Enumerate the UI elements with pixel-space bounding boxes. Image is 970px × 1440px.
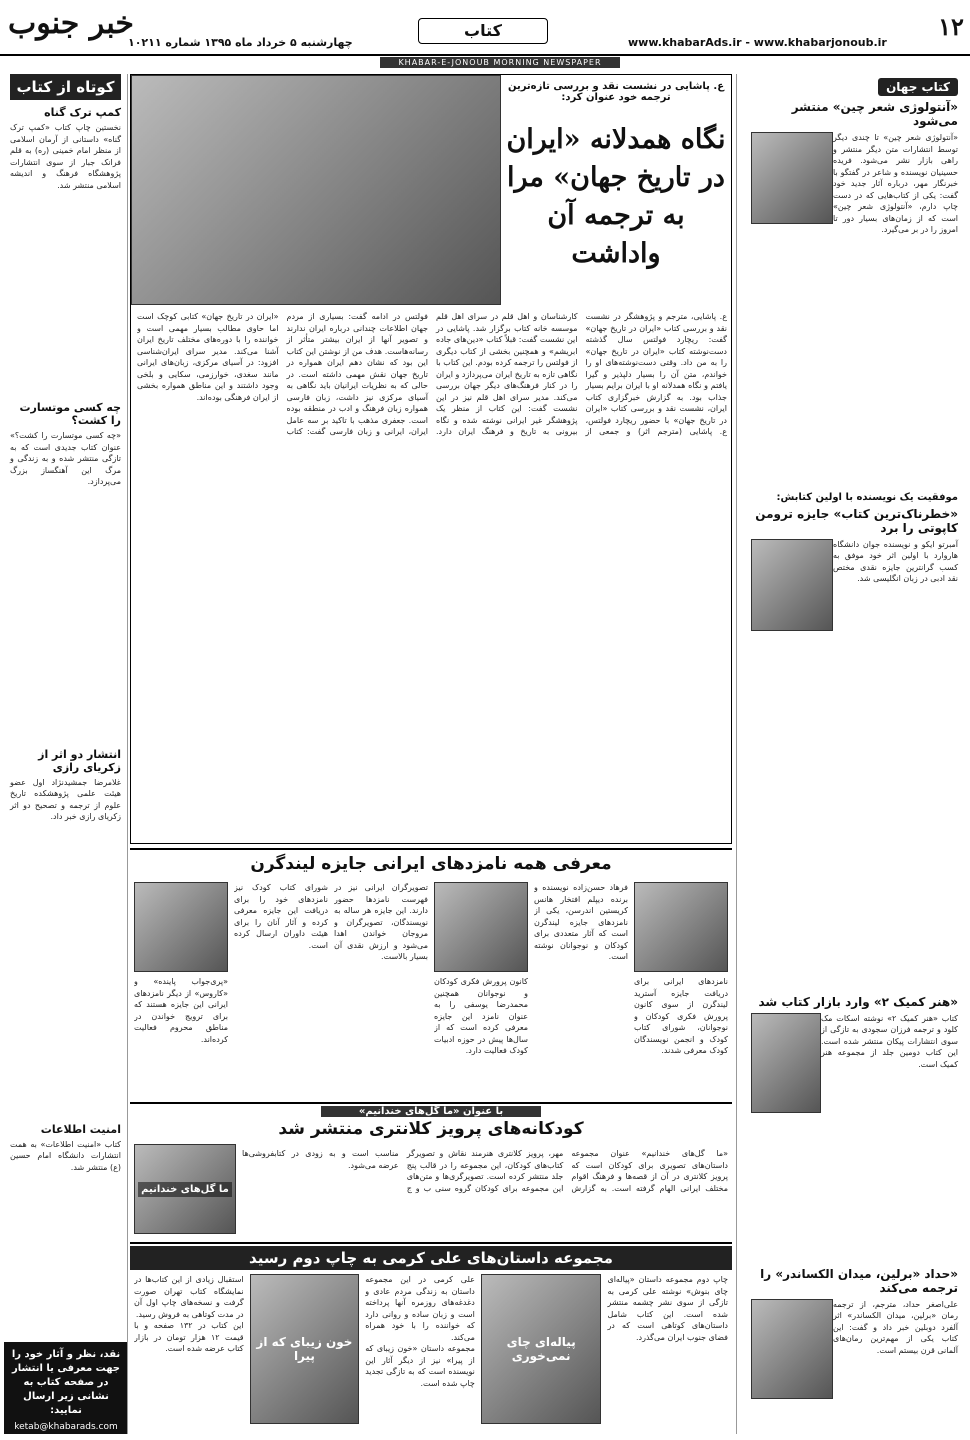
- issue-date: چهارشنبه ۵ خرداد ماه ۱۳۹۵ شماره ۱۰۲۱۱: [128, 36, 353, 49]
- column-tag: کتاب جهان: [878, 78, 958, 96]
- article-column: [134, 1274, 244, 1434]
- submission-email[interactable]: ketab@khabarads.com: [14, 1422, 118, 1432]
- article-kicker: با عنوان «ما گل‌های خندانیم»: [321, 1106, 541, 1117]
- brief-title: انتشار دو اثر از زکریای رازی: [38, 747, 121, 774]
- nominee-photo: [634, 882, 728, 972]
- nominee-photo: [434, 882, 528, 972]
- article-columns: [134, 1274, 728, 1434]
- story-body: علی‌اصغر حداد، مترجم، از ترجمه رمان «برلین، میدان الکساندر» اثر آلفرد دوبلین خبر داد و گفت: این کتاب یکی از مهم‌ترین رمان‌های آلمانی قرن بیستم است.: [833, 1299, 958, 1355]
- article-column: [334, 882, 428, 1096]
- article-column: [481, 1274, 602, 1434]
- column-text: چاپ دوم مجموعه داستان «پیاله‌ای چای بنوش» نوشته علی کرمی به تازگی از سوی نشر چشمه منتشر شده است. این کتاب شامل داستان‌های کوتاهی است که در فضای جنوب ایران می‌گذرد.: [607, 1275, 728, 1342]
- right-column: [736, 74, 964, 1434]
- book-cover-image: [250, 1274, 360, 1424]
- author-photo: [751, 539, 833, 631]
- lead-article: [130, 74, 732, 844]
- panel-discussion-photo: [131, 75, 501, 305]
- column-text: فرهاد حسن‌زاده نویسنده و برنده دیپلم افتخار هانس کریستین اندرسن، یکی از نامزدهای جایزه لیندگرن است که آثار متعددی برای کودکان و نوجوانان نوشته است.: [534, 883, 628, 961]
- brief-title: امنیت اطلاعات: [40, 1122, 121, 1136]
- parviz-article: [130, 1102, 732, 1238]
- lead-headline: نگاه همدلانه «ایران در تاریخ جهان» مرا به ترجمه آن واداشت: [506, 124, 726, 269]
- brief-title: کمپ ترک گناه: [44, 106, 121, 119]
- brief-title: چه کسی موتسارت را کشت؟: [19, 401, 121, 427]
- article-column: [365, 1274, 475, 1434]
- article-columns: [134, 882, 728, 1096]
- nominee-photo: [134, 882, 228, 972]
- book-cover-image: [751, 1013, 821, 1113]
- article-column: [234, 882, 328, 1096]
- brief-body: کتاب «امنیت اطلاعات» به همت انتشارات دانشگاه امام حسین (ع) منتشر شد.: [10, 1139, 121, 1172]
- story-body: کتاب «هنر کمیک ۲» نوشته اسکات مک کلود و ترجمه فرزان سجودی به تازگی از سوی انتشارات پیکان منتشر شده است. این کتاب دومین جلد از مجموعه هنر کمیک است.: [821, 1013, 958, 1069]
- article-column: [434, 882, 528, 1096]
- nominees-article: [130, 848, 732, 1098]
- article-column: [634, 882, 728, 1096]
- brief-body: «چه کسی موتسارت را کشت؟» عنوان کتاب جدیدی است که به تازگی منتشر شده و به زندگی و مرگ این آهنگساز بزرگ می‌پردازد.: [10, 431, 121, 486]
- page-number: ۱۲: [938, 12, 964, 41]
- column-text: مجموعه داستان «خون زیبای که از پیرا» نیز از دیگر آثار این نویسنده است که به تازگی تجدید چاپ شده است.: [365, 1344, 475, 1388]
- masthead-strip: KHABAR-E-JONOUB MORNING NEWSPAPER: [380, 57, 620, 68]
- story-title: «آنتولوژی شعر چین» منتشر می‌شود: [791, 100, 958, 128]
- article-column: [250, 1274, 360, 1434]
- article-headline: معرفی همه نامزدهای ایرانی جایزه لیندگرن: [250, 854, 612, 874]
- main-content: [130, 74, 732, 1434]
- story-body: آمبرتو ایکو و نویسنده جوان دانشگاه هاروارد با اولین اثر خود موفق به کسب گرانترین جایزه نقدی مختص نقد ادبی در زبان انگلیسی شد.: [833, 539, 958, 583]
- column-title: کوتاه از کتاب: [10, 74, 121, 100]
- submission-box: [4, 1342, 128, 1434]
- left-column: [4, 74, 128, 1434]
- book-cover-image: [481, 1274, 602, 1424]
- column-text: این کتاب در ۱۳۲ صفحه و با قیمت ۱۲ هزار تومان در بازار کتاب عرضه شده است.: [134, 1321, 244, 1353]
- section-title: کتاب: [418, 18, 548, 44]
- cover-caption: پیاله‌ای چای نمی‌خوری: [506, 1335, 576, 1363]
- column-text: «پری‌جواب پاینده» و «کاروس» از دیگر نامزدهای ایرانی این جایزه هستند که برای ترویج خواندن در مناطق محروم فعالیت کرده‌اند.: [134, 977, 228, 1044]
- newspaper-logo: خبر جنوب: [8, 6, 134, 41]
- article-column: [134, 882, 228, 1096]
- story-body: «آنتولوژی شعر چین» تا چندی دیگر توسط انتشارات متن دیگر منتشر و راهی بازار نشر می‌شود. فریده حسینیان نویسنده و شاعر در گفتگو با خبرنگار مهر، درباره آثار جدید خود گفت: یکی از کتاب‌هایی که در دست چاپ دارم، «آنتولوژی شعر چین» است که از زمان‌های بسیار دور تا امروز را در بر می‌گیرد.: [833, 133, 958, 234]
- translator-photo: [751, 1299, 833, 1399]
- karami-article: [130, 1242, 732, 1434]
- story-title: «خطرناک‌ترین کتاب» جایزه ترومن کاپوتی را برد: [755, 506, 958, 535]
- article-column: [534, 882, 628, 1096]
- article-body: «ما گل‌های خندانیم» عنوان مجموعه داستان‌های تصویری برای کودکان است که پرویز کلانتری در آن از قصه‌ها و فرهنگ اقوام مختلف ایرانی الهام گرفته است. به گزارش مهر، پرویز کلانتری هنرمند نقاش و تصویرگر کتاب‌های کودکان، این مجموعه را در قالب پنج جلد منتشر کرده است. تصویرگری‌ها و متن‌های این مجموعه برای کودکان گروه سنی ب و ج مناسب است و به زودی در کتابفروشی‌ها عرضه می‌شود.: [242, 1149, 728, 1193]
- story-title: «هنر کمیک ۲» وارد بازار کتاب شد: [758, 994, 958, 1009]
- column-text: کانون پرورش فکری کودکان و نوجوانان همچنین محمدرضا یوسفی را به عنوان نامزد این جایزه معرفی کرده است که از سال‌ها پیش در حوزه ادبیات کودک فعالیت دارد.: [434, 977, 528, 1055]
- cover-caption: ما گل‌های خندانیم: [138, 1182, 232, 1197]
- submission-text: نقد، نظر و آثار خود را جهت معرفی یا انتشار در صفحه کتاب به نشانی زیر ارسال نمایید:: [11, 1349, 121, 1416]
- book-cover-image: [134, 1144, 236, 1234]
- article-column: [607, 1274, 728, 1434]
- lead-body: ع. پاشایی، مترجم و پژوهشگر در نشست نقد و بررسی کتاب «ایران در تاریخ جهان» گفت: ریچارد فولتس سال گذشته دست‌نوشته کتاب «ایران در تاریخ جهان» را به من داد. وقتی دست‌نوشته‌های او را خواندم، متن آن را بسیار دلپذیر و گیرا یافتم و نگاه همدلانه او با ایران برایم بسیار جذاب بود. به گزارش خبرگزاری کتاب ایران، نشست نقد و بررسی کتاب «ایران در تاریخ جهان» با حضور ریچارد فولتس، ع. پاشایی (مترجم اثر) و جمعی از کارشناسان و اهل قلم در سرای اهل قلم موسسه خانه کتاب برگزار شد. پاشایی در این نشست گفت: قبلاً کتاب «دین‌های جاده ابریشم» و همچنین بخشی از کتاب دیگری از فولتس را ترجمه کرده بودم. این کتاب با نگاهی تازه به تاریخ ایران می‌پردازد و ایران را در کنار فرهنگ‌های دیگر جهان بررسی می‌کند. مدیر سرای اهل قلم نیز در این نشست گفت: این کتاب از منظر یک پژوهشگر غیر ایرانی نوشته شده و نگاه بیرونی به تاریخ و فرهنگ ایران دارد. فولتس در ادامه گفت: بسیاری از مردم جهان اطلاعات چندانی درباره ایران ندارند و تصویر آنها از ایران بیشتر متأثر از رسانه‌هاست. هدف من از نوشتن این کتاب این بود که نشان دهم ایران همواره در تاریخ جهان نقش مهمی داشته است. در حالی که به نظریات ایرانیان باید نگاهی به آسیای مرکزی نیز داشت، زبان فارسی همواره زبان فرهنگ و ادب در منطقه بوده است. جعفری مذهب با تاکید بر سه عامل ایران، ایرانی و زبان فارسی گفت: کتاب «ایران در تاریخ جهان» کتابی کوچک است اما حاوی مطالب بسیار مهمی است و خواننده را با دوره‌های مختلف تاریخ ایران آشنا می‌کند. مدیر سرای ایران‌شناسی افزود: در آسیای مرکزی، زبان‌های ایرانی مانند سغدی، خوارزمی، سکایی و بلخی وجود داشتند و این مناطق همواره بخشی از ایران فرهنگی بوده‌اند.: [137, 312, 727, 436]
- brief-body: غلامرضا جمشیدنژاد اول عضو هیئت علمی پژوهشکده تاریخ علوم از ترجمه و تصحیح دو اثر زکریای رازی خبر داد.: [10, 777, 121, 821]
- article-headline: مجموعه داستان‌های علی کرمی به چاپ دوم رسید: [130, 1246, 732, 1270]
- column-text: علی کرمی در این مجموعه داستان به زندگی مردم عادی و دغدغه‌های روزمره آنها پرداخته است و زبان ساده و روانی دارد که خواننده را با خود همراه می‌کند.: [365, 1275, 475, 1342]
- story-title: «حداد «برلین، میدان الکساندر» را ترجمه می‌کند: [760, 1266, 958, 1295]
- page-header: [0, 0, 970, 56]
- manuscript-image: [751, 132, 833, 224]
- article-headline: کودکانه‌های پرویز کلانتری منتشر شد: [278, 1119, 584, 1139]
- website-urls[interactable]: www.khabarAds.ir - www.khabarjonoub.ir: [628, 36, 887, 49]
- column-text: تصویرگران ایرانی نیز در فهرست نامزدها حضور دارند. این جایزه هر ساله به نویسندگان، تصویرگران و مروجان خواندن اهدا می‌شود و ارزش نقدی آن بسیار بالاست.: [334, 883, 428, 961]
- story-kicker: موفقیت یک نویسنده با اولین کتابش:: [776, 491, 958, 503]
- cover-caption: خون زیبای که از پیرا: [256, 1335, 353, 1363]
- brief-body: نخستین چاپ کتاب «کمپ ترک گناه» داستانی از آرمان اسلامی از منظر امام خمینی (ره) به قلم فرانک جبار از سوی انتشارات پژوهشگاه فرهنگ و اندیشه اسلامی منتشر شد.: [10, 123, 121, 190]
- lead-kicker: ع. پاشایی در نشست نقد و بررسی تازه‌ترین ترجمه خود عنوان کرد:: [507, 81, 725, 103]
- column-text: نامزدهای ایرانی برای دریافت جایزه آسترید لیندگرن از سوی کانون پرورش فکری کودکان و نوجوانان، شورای کتاب کودک و انجمن نویسندگان کودک معرفی شدند.: [634, 977, 728, 1055]
- column-text: استقبال زیادی از این کتاب‌ها در نمایشگاه کتاب تهران صورت گرفت و نسخه‌های چاپ اول آن در مدت کوتاهی به فروش رسید.: [134, 1275, 244, 1319]
- column-text: شورای کتاب کودک نیز نامزدهای خود را برای دریافت این جایزه معرفی کرده و آثار آنان را برای هیئت داوران ارسال کرده است.: [234, 883, 328, 950]
